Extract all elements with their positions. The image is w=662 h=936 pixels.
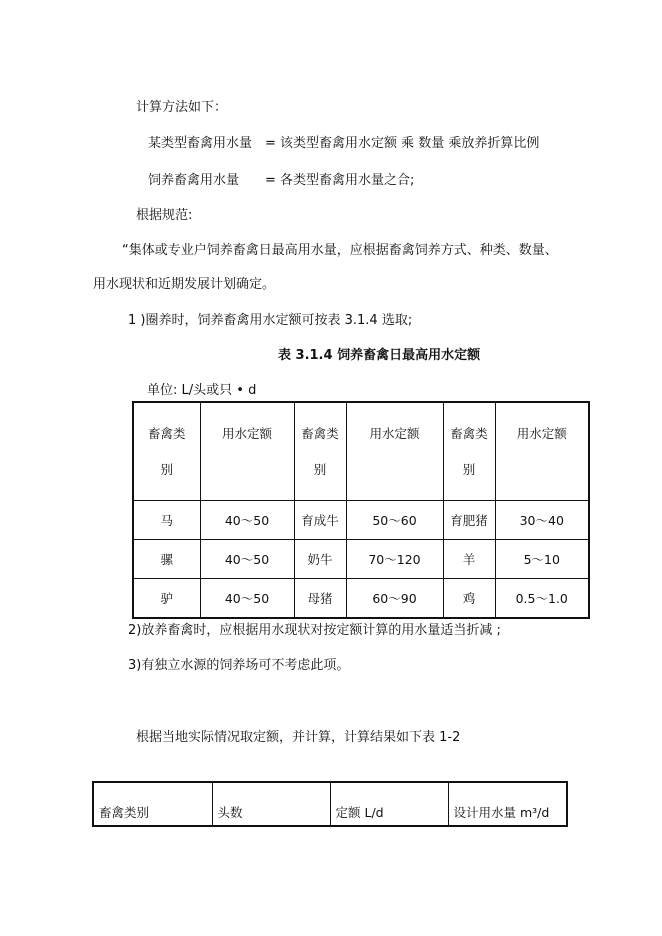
- cell: 奶牛: [294, 540, 346, 579]
- table-row: [133, 579, 589, 619]
- cell: 30～40: [495, 501, 589, 540]
- cell: 70～120: [346, 540, 443, 579]
- quote-line2: 用水现状和近期发展计划确定。: [93, 277, 276, 292]
- cell: 驴: [133, 579, 200, 619]
- cell: 鸡: [443, 579, 495, 619]
- water-quota-table: [132, 401, 590, 619]
- quote-line1: “集体或专业户饲养畜禽日最高用水量，应根据畜禽饲养方式、种类、数量、: [122, 243, 558, 258]
- header-quota: 用水定额: [346, 402, 443, 501]
- table-row: [133, 501, 589, 540]
- cell: 5～10: [495, 540, 589, 579]
- basis-label: 根据规范:: [136, 208, 193, 223]
- result-intro: 根据当地实际情况取定额，并计算，计算结果如下表 1-2: [136, 730, 461, 745]
- formula2-rhs: = 各类型畜禽用水量之合;: [265, 173, 415, 188]
- cell: 0.5～1.0: [495, 579, 589, 619]
- formula1-rhs: = 该类型畜禽用水定额 乘 数量 乘放养折算比例: [265, 136, 540, 151]
- cell: 育成牛: [294, 501, 346, 540]
- item2: 2)放养畜禽时，应根据用水现状对按定额计算的用水量适当折减 ;: [128, 623, 501, 638]
- item3: 3)有独立水源的饲养场可不考虑此项。: [128, 658, 350, 673]
- cell: 羊: [443, 540, 495, 579]
- table1-title: 表 3.1.4 饲养畜禽日最高用水定额: [278, 348, 481, 363]
- method-title: 计算方法如下：: [136, 100, 228, 115]
- item1: 1 )圈养时，饲养畜禽用水定额可按表 3.1.4 选取;: [128, 313, 413, 328]
- header-category: 畜禽类 别: [133, 402, 200, 501]
- cell: 40～50: [200, 579, 294, 619]
- header-design-water: 设计用水量 m³/d: [448, 782, 567, 826]
- table2-header-row: [93, 782, 567, 826]
- formula2-lhs: 饲养畜禽用水量: [148, 173, 240, 188]
- header-count: 头数: [212, 782, 330, 826]
- header-quota: 定额 L/d: [330, 782, 448, 826]
- table1-unit: 单位: L/头或只 • d: [147, 383, 257, 398]
- cell: 育肥猪: [443, 501, 495, 540]
- cell: 母猪: [294, 579, 346, 619]
- cell: 马: [133, 501, 200, 540]
- table-row: [133, 540, 589, 579]
- formula1-lhs: 某类型畜禽用水量: [148, 136, 253, 151]
- table1-header-row: [133, 402, 589, 501]
- cell: 40～50: [200, 540, 294, 579]
- header-category: 畜禽类 别: [443, 402, 495, 501]
- cell: 40～50: [200, 501, 294, 540]
- cell: 50～60: [346, 501, 443, 540]
- header-category: 畜禽类 别: [294, 402, 346, 501]
- header-quota: 用水定额: [200, 402, 294, 501]
- cell: 骡: [133, 540, 200, 579]
- result-table: [92, 781, 568, 827]
- header-quota: 用水定额: [495, 402, 589, 501]
- header-category: 畜禽类别: [93, 782, 212, 826]
- cell: 60～90: [346, 579, 443, 619]
